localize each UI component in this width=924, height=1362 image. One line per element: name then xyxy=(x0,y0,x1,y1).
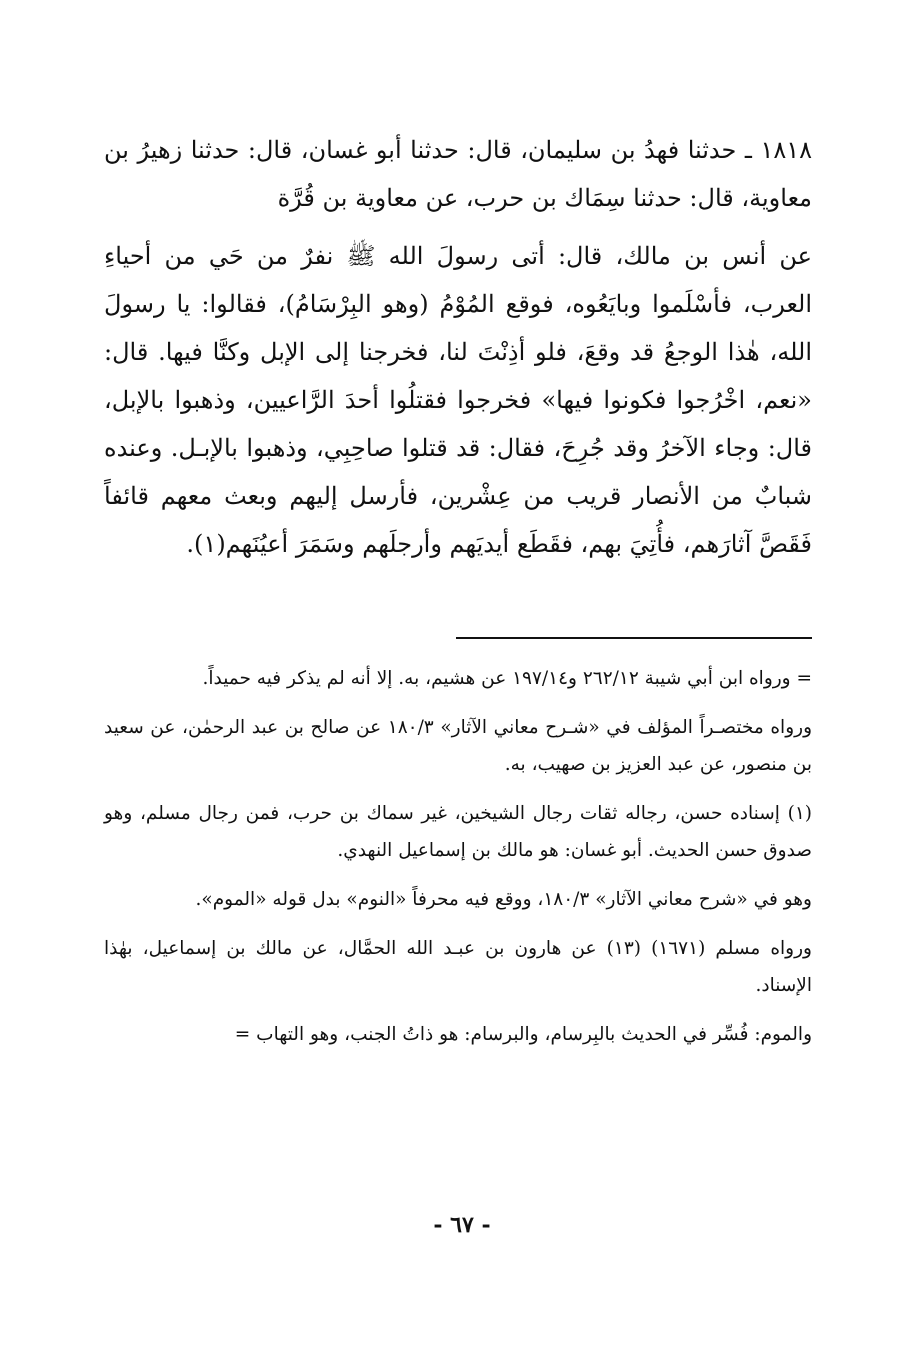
footnote-paragraph: والموم: فُسِّر في الحديث بالبِرسام، والبرسام: هو ذاتُ الجنب، وهو التهاب = xyxy=(234,1024,812,1045)
footnote-divider xyxy=(456,637,812,639)
footnotes xyxy=(104,660,812,1065)
footnote-paragraph: = ورواه ابن أبي شيبة ٢٦٢/١٢ و١٩٧/١٤ عن هشيم، به. إلا أنه لم يذكر فيه حميداً. xyxy=(202,668,812,689)
hadith-text xyxy=(104,126,812,568)
footnote-paragraph: ورواه مختصـراً المؤلف في «شـرح معاني الآثار» ١٨٠/٣ عن صالح بن عبد الرحمٰن، عن سعيد بن منصور، عن عبد العزيز بن صهيب، به. xyxy=(104,717,812,775)
footnote-paragraph: (١) إسناده حسن، رجاله ثقات رجال الشيخين، غير سماك بن حرب، فمن رجال مسلم، وهو صدوق حسن الحديث. أبو غسان: هو مالك بن إسماعيل النهدي. xyxy=(104,803,812,861)
hadith-isnad: ١٨١٨ ـ حدثنا فهدُ بن سليمان، قال: حدثنا أبو غسان، قال: حدثنا زهيرُ بن معاوية، قال: حدثنا سِمَاك بن حرب، عن معاوية بن قُرَّة xyxy=(104,136,812,212)
footnote-paragraph: ورواه مسلم (١٦٧١) (١٣) عن هارون بن عبـد الله الحمَّال، عن مالك بن إسماعيل، بهٰذا الإسناد. xyxy=(104,938,812,996)
page-number: - ٦٧ - xyxy=(433,1212,491,1238)
footnote-paragraph: وهو في «شرح معاني الآثار» ١٨٠/٣، ووقع فيه محرفاً «النوم» بدل قوله «الموم». xyxy=(195,889,812,910)
hadith-matn: عن أنس بن مالك، قال: أتى رسولَ الله ﷺ نفرٌ من حَي من أحياءِ العرب، فأسْلَموا وبايَعُوه، فوقع المُوْمُ (وهو البِرْسَامُ)، فقالوا: يا رسولَ الله، هٰذا الوجعُ قد وقعَ، فلو أذِنْتَ لنا، فخرجنا إلى الإبل وكنَّا فيها. قال: «نعم، اخْرُجوا فكونوا فيها» فخرجوا فقتلُوا أحدَ الرَّاعيين، وذهبوا بالإبل، قال: وجاء الآخرُ وقد جُرِحَ، فقال: قد قتلوا صاحِبِي، وذهبوا بالإبـل. وعنده شبابٌ من الأنصار قريب من عِشْرين، فأرسل إليهم وبعث معهم قائفاً فَقَصَّ آثارَهم، فأُتِيَ بهم، فقَطَع أيديَهم وأرجلَهم وسَمَرَ أعيُنَهم(١). xyxy=(104,242,813,558)
